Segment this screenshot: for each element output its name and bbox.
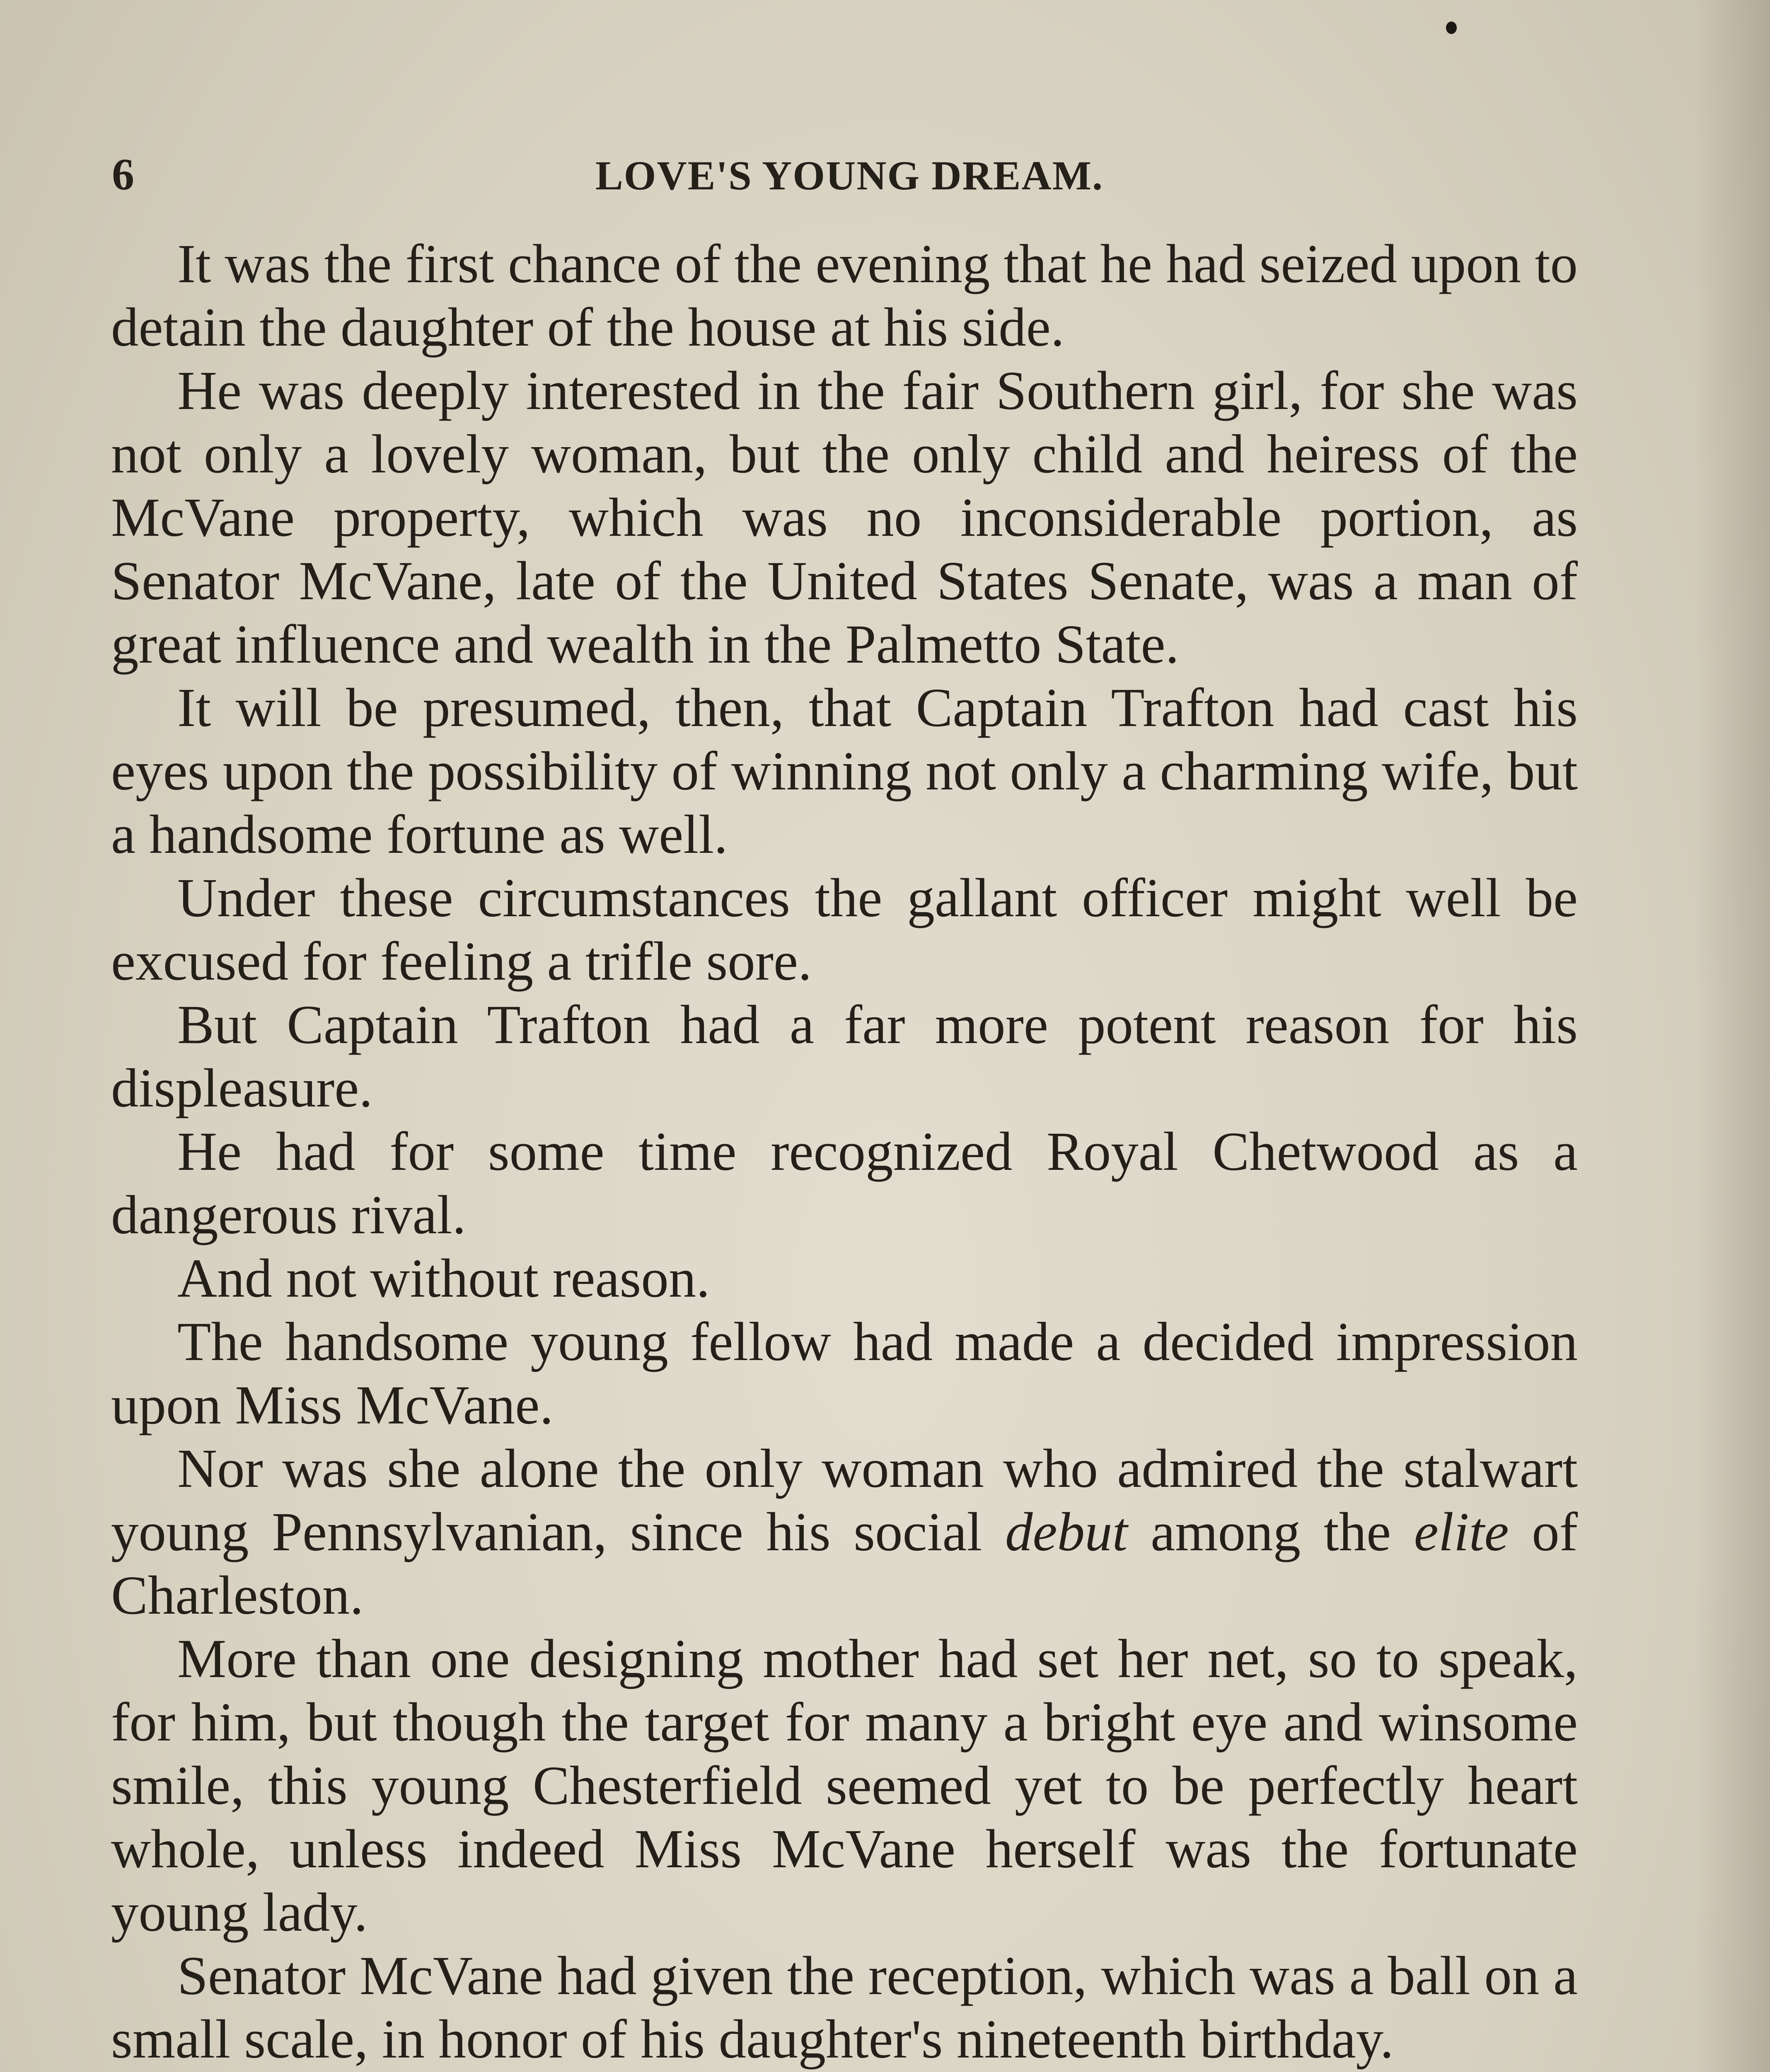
paragraph: He had for some time recognized Royal Chetwood as a dangerous rival. [111,1121,1578,1245]
page-header [112,149,1587,207]
ink-speck [1446,22,1457,34]
body-text [111,232,1578,2072]
paragraph: Senator McVane had given the reception, which was a ball on a small scale, in honor of his daughter's nineteenth birthday. [111,1945,1578,2070]
italic-word-elite: elite [1414,1501,1509,1562]
paragraph: And not without reason. [177,1247,710,1309]
running-head: LOVE'S YOUNG DREAM. [595,152,1104,198]
paragraph: It was the first chance of the evening that he had seized upon to detain the daughter of the house at his side. [111,233,1578,358]
page-edge-shadow-right [1695,0,1770,2072]
paragraph: But Captain Trafton had a far more potent reason for his displeasure. [111,994,1578,1118]
paragraph: Under these circumstances the gallant officer might well be excused for feeling a trifle sore. [111,867,1578,992]
paragraph: It will be presumed, then, that Captain Trafton had cast his eyes upon the possibility of winning not only a charming wife, but a handsome fortune as well. [111,677,1578,865]
paragraph: The handsome young fellow had made a decided impression upon Miss McVane. [111,1311,1578,1435]
paragraph: Nor was she alone the only woman who admired the stalwart young Pennsylvanian, since his social debut among the elite of Charleston. [111,1438,1578,1626]
paragraph: More than one designing mother had set her net, so to speak, for him, but though the target for many a bright eye and winsome smile, this young Chesterfield seemed yet to be perfectly heart whole, unless indeed Miss McVane herself was the fortunate young lady. [111,1628,1578,1943]
page-number: 6 [112,150,134,199]
italic-word-debut: debut [1005,1501,1128,1562]
paragraph: He was deeply interested in the fair Southern girl, for she was not only a lovely woman, but the only child and heiress of the McVane property, which was no inconsiderable portion, as Senator McVane, late of the United States Senate, was a man of great influence and wealth in the Palmetto State. [111,360,1578,675]
